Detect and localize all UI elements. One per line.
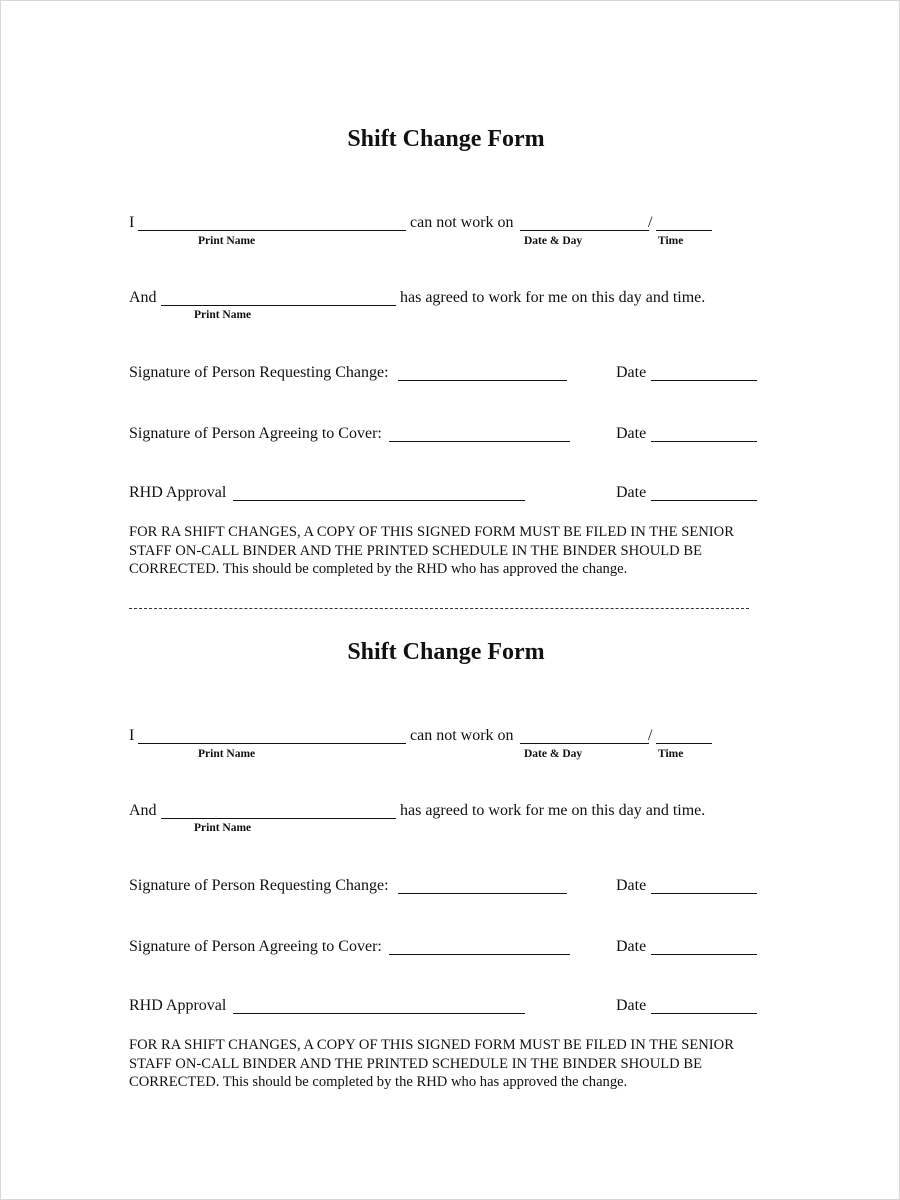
notice-line: CORRECTED. This should be completed by the RHD who has approved the change. xyxy=(129,561,628,577)
rhd-date-label: Date xyxy=(616,997,647,1014)
cover-print-name-label: Print Name xyxy=(194,822,252,834)
sig-cover-label: Signature of Person Agreeing to Cover: xyxy=(129,938,382,955)
date-day-field[interactable] xyxy=(520,230,649,231)
sig-cover-date-label: Date xyxy=(616,425,647,442)
date-day-label: Date & Day xyxy=(524,235,583,247)
notice-line: STAFF ON-CALL BINDER AND THE PRINTED SCHEDULE IN THE BINDER SHOULD BE xyxy=(129,1055,702,1072)
line2-prefix: And xyxy=(129,289,157,306)
rhd-approval-label: RHD Approval xyxy=(129,997,227,1014)
sig-cover-date-field[interactable] xyxy=(651,441,757,442)
notice-line: STAFF ON-CALL BINDER AND THE PRINTED SCHEDULE IN THE BINDER SHOULD BE xyxy=(129,542,702,559)
date-day-label: Date & Day xyxy=(524,748,583,760)
rhd-approval-field[interactable] xyxy=(233,500,525,501)
sig-cover-field[interactable] xyxy=(389,441,570,442)
line2-suffix: has agreed to work for me on this day and time. xyxy=(400,289,706,306)
print-name-label: Print Name xyxy=(198,748,256,760)
cut-line-divider xyxy=(129,608,749,609)
line1-prefix: I xyxy=(129,214,135,231)
cover-print-name-label: Print Name xyxy=(194,309,252,321)
line2-prefix: And xyxy=(129,802,157,819)
line1-middle-text: can not work on xyxy=(410,214,514,231)
sig-request-date-label: Date xyxy=(616,364,647,381)
print-name-label: Print Name xyxy=(198,235,256,247)
time-label: Time xyxy=(658,235,684,247)
sig-cover-field[interactable] xyxy=(389,954,570,955)
rhd-date-field[interactable] xyxy=(651,500,757,501)
rhd-approval-label: RHD Approval xyxy=(129,484,227,501)
time-field[interactable] xyxy=(656,743,712,744)
form-title: Shift Change Form xyxy=(347,639,545,665)
form-title: Shift Change Form xyxy=(347,126,545,152)
time-label: Time xyxy=(658,748,684,760)
rhd-date-label: Date xyxy=(616,484,647,501)
cover-print-name-field[interactable] xyxy=(161,305,396,306)
sig-request-date-field[interactable] xyxy=(651,893,757,894)
print-name-field[interactable] xyxy=(138,743,406,744)
line1-slash: / xyxy=(648,214,653,231)
notice-line: FOR RA SHIFT CHANGES, A COPY OF THIS SIGNED FORM MUST BE FILED IN THE SENIOR xyxy=(129,1037,734,1053)
sig-cover-date-field[interactable] xyxy=(651,954,757,955)
print-name-field[interactable] xyxy=(138,230,406,231)
rhd-approval-field[interactable] xyxy=(233,1013,525,1014)
sig-request-field[interactable] xyxy=(398,893,567,894)
notice-line: CORRECTED. This should be completed by the RHD who has approved the change. xyxy=(129,1074,628,1090)
sig-request-label: Signature of Person Requesting Change: xyxy=(129,364,389,381)
cover-print-name-field[interactable] xyxy=(161,818,396,819)
line1-prefix: I xyxy=(129,727,135,744)
rhd-date-field[interactable] xyxy=(651,1013,757,1014)
date-day-field[interactable] xyxy=(520,743,649,744)
sig-cover-label: Signature of Person Agreeing to Cover: xyxy=(129,425,382,442)
sig-request-field[interactable] xyxy=(398,380,567,381)
sig-request-date-label: Date xyxy=(616,877,647,894)
time-field[interactable] xyxy=(656,230,712,231)
line1-slash: / xyxy=(648,727,653,744)
sig-cover-date-label: Date xyxy=(616,938,647,955)
line2-suffix: has agreed to work for me on this day and time. xyxy=(400,802,706,819)
sig-request-label: Signature of Person Requesting Change: xyxy=(129,877,389,894)
line1-middle-text: can not work on xyxy=(410,727,514,744)
notice-line: FOR RA SHIFT CHANGES, A COPY OF THIS SIGNED FORM MUST BE FILED IN THE SENIOR xyxy=(129,524,734,540)
sig-request-date-field[interactable] xyxy=(651,380,757,381)
